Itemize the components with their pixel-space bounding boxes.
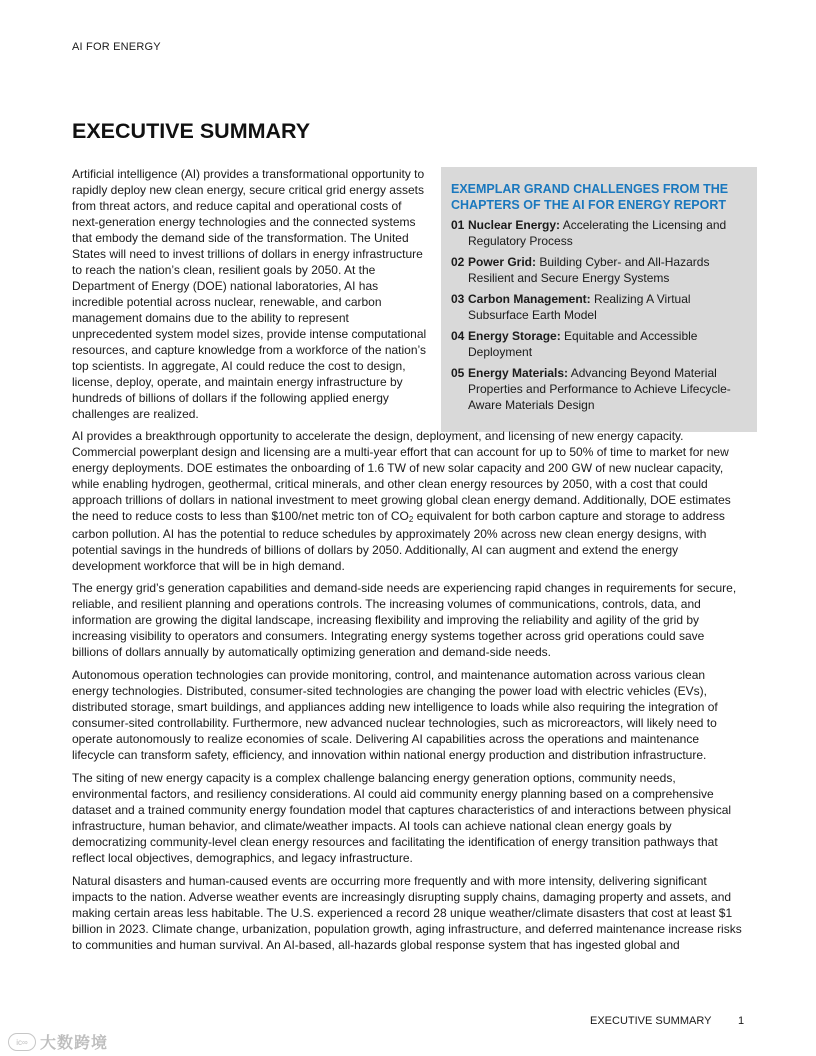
challenge-item-power-grid [451, 254, 747, 286]
body-content [72, 428, 742, 960]
challenge-item-carbon-management [451, 291, 747, 323]
challenge-number: 01 [451, 218, 465, 232]
challenge-heading: Carbon Management: [468, 292, 591, 306]
grand-challenges-sidebar [441, 167, 757, 432]
page-title: EXECUTIVE SUMMARY [72, 119, 311, 143]
subscript-two: 2 [408, 515, 414, 524]
body-paragraph-grid: The energy grid’s generation capabilities and demand-side needs are experiencing rapid changes in requirements for secure, reliable, and resilient planning and operations controls. The increasing volumes of communications, controls, data, and information are growing the digital landscape, increasing flexibility and improving the reliability and agility of the grid by increasing visibility to operators and consumers. Integrating energy systems together across grid operations could save billions of dollars annually by automatically optimizing generation and demand-side needs. [72, 581, 737, 659]
sidebar-title: EXEMPLAR GRAND CHALLENGES FROM THE CHAPTERS OF THE AI FOR ENERGY REPORT [451, 182, 729, 212]
challenge-heading: Nuclear Energy: [468, 218, 561, 232]
challenge-number: 04 [451, 329, 465, 343]
challenge-number: 05 [451, 366, 465, 380]
challenge-text: Advancing Beyond Material Properties and Performance to Achieve Lifecycle-Aware Materials Design [468, 366, 731, 412]
footer-label: EXECUTIVE SUMMARY [590, 1015, 712, 1027]
challenge-heading: Power Grid: [468, 255, 537, 269]
watermark-text: 大数跨境 [40, 1035, 109, 1052]
running-header: AI FOR ENERGY [72, 41, 161, 53]
body-paragraph-siting: The siting of new energy capacity is a complex challenge balancing energy generation options, community needs, environmental factors, and resiliency considerations. AI could aid community energy planning based on a comprehensive dataset and a trained community energy foundation model that captures characteristics of and interactions between physical infrastructure, human behavior, and climate/weather impacts. AI tools can achieve national clean energy goals by democratizing community-level clean energy resources and facilitating the identification of energy transition pathways that reflect local objectives, demographics, and legacy infrastructure. [72, 771, 732, 865]
challenge-number: 02 [451, 255, 465, 269]
challenge-item-nuclear-energy [451, 217, 747, 249]
watermark [8, 1030, 108, 1053]
body-paragraph-disasters: Natural disasters and human-caused events are occurring more frequently and with more intensity, delivering significant impacts to the nation. Adverse weather events are increasingly disrupting supply chains, damaging property and assets, and making certain areas less habitable. The U.S. experienced a record 28 unique weather/climate disasters that cost at least $1 billion in 2023. Climate change, urbanization, population growth, aging infrastructure, and deferred maintenance increase risks to communities and human survival. An AI-based, all-hazards global response system that has ingested global and [72, 874, 742, 952]
challenge-item-energy-materials [451, 365, 747, 413]
page-number: 1 [738, 1015, 745, 1027]
challenge-text: Equitable and Accessible Deployment [468, 329, 698, 359]
body-text-segment: AI provides a breakthrough opportunity to accelerate the design, deployment, and licensing of new energy capacity. Commercial powerplant design and licensing are a multi-year effort that can account for up to 50% of time to market for new energy deployments. DOE estimates the onboarding of 1.6 TW of new solar capacity and 200 GW of new nuclear capacity, while enabling hydrogen, geothermal, critical minerals, and other clean energy resources by 2050, with a cost that could approach trillions of dollars in national investment to meet growing global clean energy demand. Additionally, DOE estimates the need to reduce costs to less than $100/net metric ton of CO [72, 429, 731, 523]
challenge-text: Accelerating the Licensing and Regulatory Process [468, 218, 727, 248]
body-text-segment: equivalent for both carbon capture and storage to address carbon pollution. AI has the potential to reduce schedules by approximately 20% across new clean energy designs, with potential savings in the hundreds of billions of dollars by 2050. Additionally, AI can augment and extend the energy development workforce that will be in high demand. [72, 509, 725, 573]
challenge-number: 03 [451, 292, 465, 306]
watermark-logo-icon: ic∞ [8, 1033, 36, 1051]
body-paragraph-autonomous: Autonomous operation technologies can provide monitoring, control, and maintenance automation across various clean energy technologies. Distributed, consumer-sited technologies are changing the power load with electric vehicles (EVs), distributed storage, smart buildings, and appliances adding new intelligence to loads while also requiring the integration of consumer-sited controllability. Furthermore, new advanced nuclear technologies, such as microreactors, will likely need to operate autonomously to realize economies of scale. Delivering AI capabilities across the operations and maintenance lifecycle can transform safety, efficiency, and innovation within national energy production and distribution infrastructure. [72, 668, 718, 762]
body-paragraph-deployment [72, 428, 742, 574]
challenge-heading: Energy Storage: [468, 329, 561, 343]
challenge-text: Realizing A Virtual Subsurface Earth Model [468, 292, 691, 322]
challenge-item-energy-storage [451, 328, 747, 360]
challenge-text: Building Cyber- and All-Hazards Resilient and Secure Energy Systems [468, 255, 710, 285]
challenge-heading: Energy Materials: [468, 366, 569, 380]
intro-paragraph: Artificial intelligence (AI) provides a transformational opportunity to rapidly deploy new clean energy, secure critical grid energy assets from threat actors, and reduce capital and operational costs of next-generation energy technologies and the connected systems that embody the demand side of the transformation. The United States will need to invest trillions of dollars in energy infrastructure to reach the nation’s clean, resilient goals by 2050. At the Department of Energy (DOE) national laboratories, AI has incredible potential across nuclear, renewable, and carbon management domains due to the ability to represent unprecedented system model sizes, provide intense computational resources, and capture knowledge from a workforce of the nation’s top scientists. In aggregate, AI could reduce the cost to design, license, deploy, operate, and maintain energy infrastructure by hundreds of billions of dollars if the following applied energy challenges are realized. [72, 167, 427, 421]
